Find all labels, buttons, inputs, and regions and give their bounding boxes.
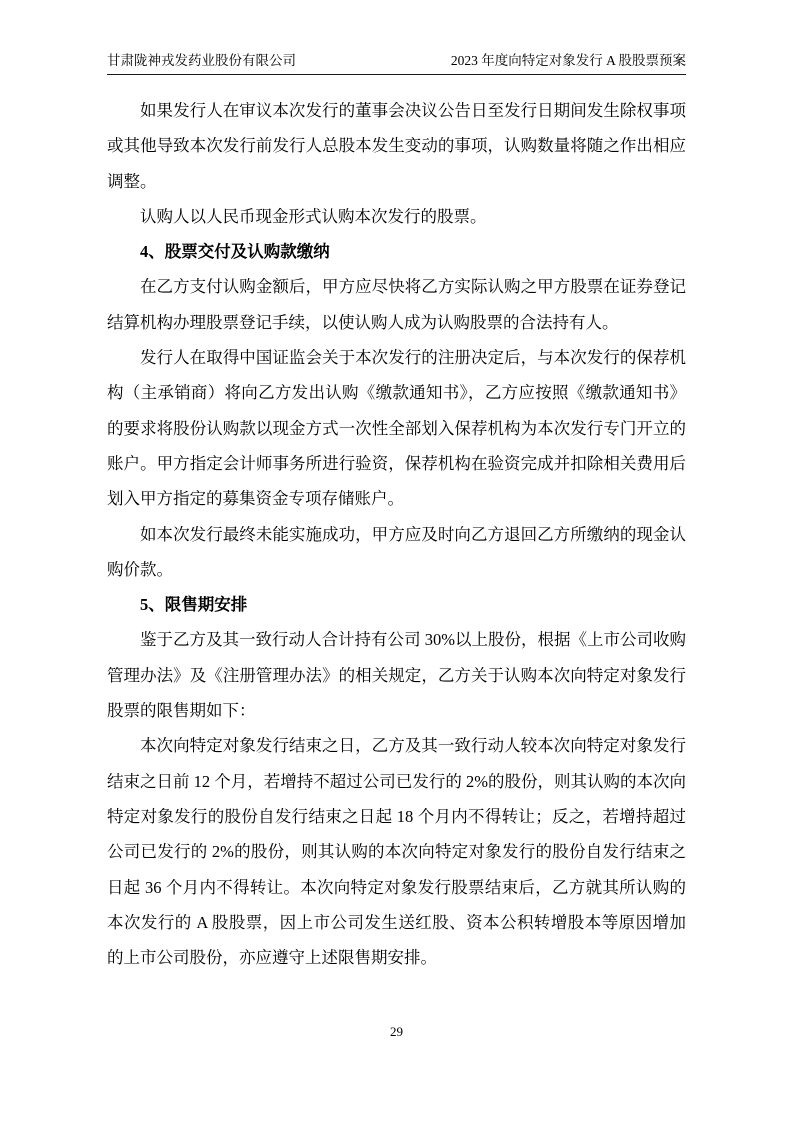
- paragraph: 如果发行人在审议本次发行的董事会决议公告日至发行日期间发生除权事项或其他导致本次发行前发行人总股本发生变动的事项，认购数量将随之作出相应调整。: [107, 101, 686, 191]
- paragraph: 发行人在取得中国证监会关于本次发行的注册决定后，与本次发行的保荐机构（主承销商）将向乙方发出认购《缴款通知书》，乙方应按照《缴款通知书》的要求将股份认购款以现金方式一次性全部划入保荐机构为本次发行专门开立的账户。甲方指定会计师事务所进行验资，保荐机构在验资完成并扣除相关费用后划入甲方指定的募集资金专项存储账户。: [107, 348, 686, 509]
- page-header: [107, 52, 686, 75]
- page-footer: [0, 1024, 793, 1040]
- paragraph: 如本次发行最终未能实施成功，甲方应及时向乙方退回乙方所缴纳的现金认购价款。: [107, 524, 686, 579]
- section-heading: 4、股票交付及认购款缴纳: [140, 242, 330, 262]
- paragraph: 鉴于乙方及其一致行动人合计持有公司 30%以上股份，根据《上市公司收购管理办法》及《注册管理办法》的相关规定，乙方关于认购本次向特定对象发行股票的限售期如下：: [107, 630, 686, 721]
- paragraph: 本次向特定对象发行结束之日，乙方及其一致行动人较本次向特定对象发行结束之日前 12 个月，若增持不超过公司已发行的 2%的股份，则其认购的本次向特定对象发行的股份自发行结束之日起 18 个月内不得转让；反之，若增持超过公司已发行的 2%的股份，则其认购的本次向特定对象发行的股份自发行结束之日起 36 个月内不得转让。本次向特定对象发行股票结束后，乙方就其所认购的本次发行的 A 股股票，因上市公司发生送红股、资本公积转增股本等原因增加的上市公司股份，亦应遵守上述限售期安排。: [107, 736, 686, 968]
- section-heading: 5、限售期安排: [140, 595, 248, 615]
- paragraph: 认购人以人民币现金形式认购本次发行的股票。: [140, 206, 487, 226]
- paragraph: 在乙方支付认购金额后，甲方应尽快将乙方实际认购之甲方股票在证券登记结算机构办理股票登记手续，以使认购人成为认购股票的合法持有人。: [107, 277, 686, 332]
- document-body: [107, 93, 686, 975]
- header-company-name: 甘肃陇神戎发药业股份有限公司: [107, 53, 296, 68]
- page-number: 29: [390, 1024, 403, 1039]
- header-document-title: 2023 年度向特定对象发行 A 股股票预案: [450, 53, 686, 68]
